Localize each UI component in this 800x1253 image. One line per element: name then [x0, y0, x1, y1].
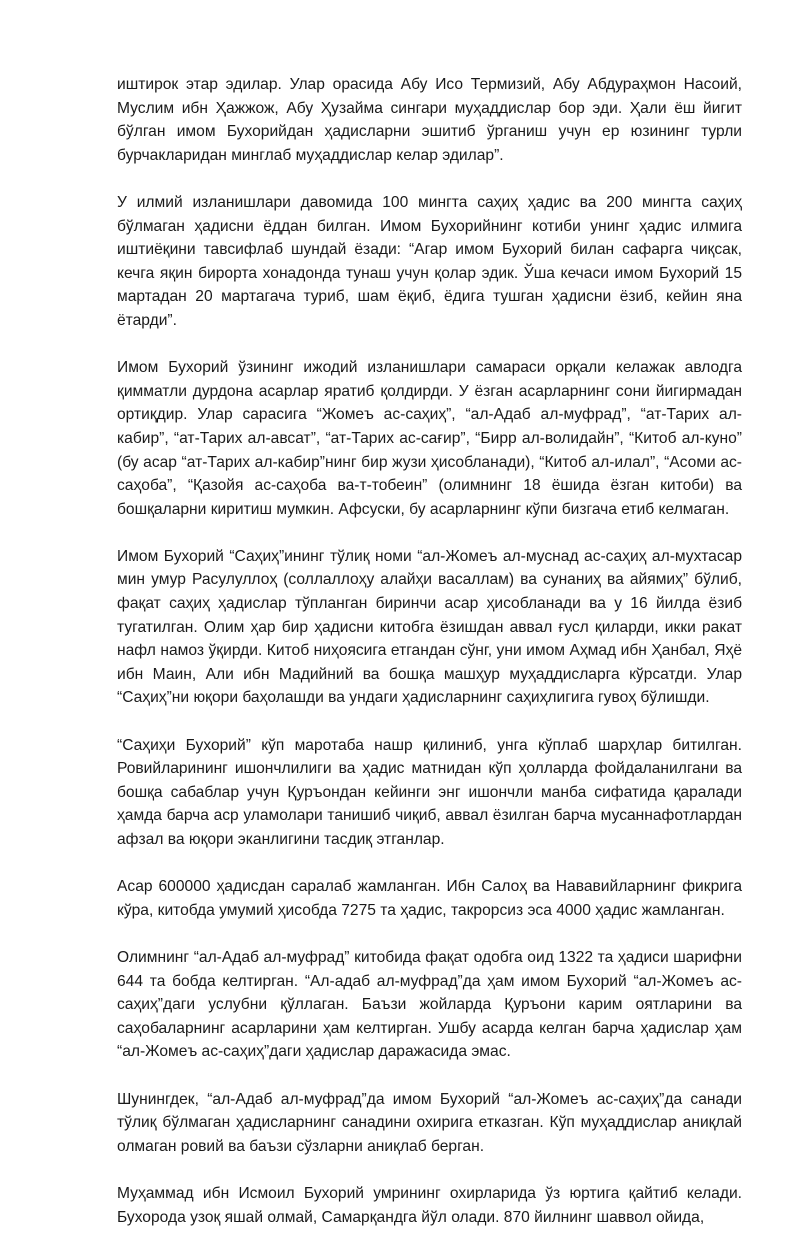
- paragraph-2: У илмий изланишлари давомида 100 мингта саҳиҳ ҳадис ва 200 мингта саҳиҳ бўлмаган ҳадисни ёддан билган. Имом Бухорийнинг котиби унинг ҳадис илмига иштиёқини тавсифлаб шундай ёзади: “Агар имом Бухорий билан сафарга чиқсак, кечга яқин бирорта хонадонда тунаш учун қолар эдик. Ўша кечаси имом Бухорий 15 мартадан 20 мартагача туриб, шам ёқиб, ёдига тушган ҳадисни ёзиб, кейин яна ётарди”.: [117, 193, 742, 329]
- paragraph-9: Муҳаммад ибн Исмоил Бухорий умрининг охирларида ўз юртига қайтиб келади. Бухорода узоқ яшай олмай, Самарқандга йўл олади. 870 йилнинг шаввол ойида,: [117, 1184, 742, 1226]
- paragraph-5: “Саҳиҳи Бухорий” кўп маротаба нашр қилиниб, унга кўплаб шарҳлар битилган. Ровийларининг ишончлилиги ва ҳадис матнидан кўп ҳолларда фойдаланилгани ва бошқа сабаблар учун Қуръондан кейинги энг ишончли манба сифатида қаралади ҳамда барча аср уламолари танишиб чиқиб, аввал ёзилган барча мусаннафотлардан афзал ва юқори эканлигини тасдиқ этганлар.: [117, 736, 742, 848]
- paragraph-1: иштирок этар эдилар. Улар орасида Абу Исо Термизий, Абу Абдураҳмон Насоий, Муслим ибн Ҳажжож, Абу Ҳузайма сингари муҳаддислар бор эди. Ҳали ёш йигит бўлган имом Бухорийдан ҳадисларни эшитиб ўрганиш учун ер юзининг турли бурчакларидан минглаб муҳаддислар келар эдилар”.: [117, 76, 742, 164]
- document-page: [117, 73, 742, 1253]
- paragraph-8: Шунингдек, “ал-Адаб ал-муфрад”да имом Бухорий “ал-Жомеъ ас-саҳиҳ”да санади тўлиқ бўлмаган ҳадисларнинг санадини охирига етказган. Кўп муҳаддислар аниқлай олмаган ровий ва баъзи сўзларни аниқлаб берган.: [117, 1090, 742, 1155]
- paragraph-4: Имом Бухорий “Саҳиҳ”ининг тўлиқ номи “ал-Жомеъ ал-муснад ас-саҳиҳ ал-мухтасар мин умур Расулуллоҳ (соллаллоҳу алайҳи васаллам) ва сунаниҳ ва айямиҳ” бўлиб, фақат саҳиҳ ҳадислар тўпланган биринчи асар ҳисобланади ва у 16 йилда ёзиб тугатилган. Олим ҳар бир ҳадисни китобга ёзишдан аввал ғусл қиларди, икки ракат нафл намоз ўқирди. Китоб ниҳоясига етгандан сўнг, уни имом Аҳмад ибн Ҳанбал, Яҳё ибн Маин, Али ибн Мадийний ва бошқа машҳур муҳаддисларга кўрсатди. Улар “Саҳиҳ”ни юқори баҳолашди ва ундаги ҳадисларнинг саҳиҳлигига гувоҳ бўлишди.: [117, 547, 742, 707]
- paragraph-6: Асар 600000 ҳадисдан саралаб жамланган. Ибн Салоҳ ва Нававийларнинг фикрига кўра, китобда умумий ҳисобда 7275 та ҳадис, такрорсиз эса 4000 ҳадис жамланган.: [117, 878, 742, 919]
- paragraph-3: Имом Бухорий ўзининг ижодий изланишлари самараси орқали келажак авлодга қимматли дурдона асарлар яратиб қолдирди. У ёзган асарларнинг сони йигирмадан ортиқдир. Улар сарасига “Жомеъ ас-саҳиҳ”, “ал-Адаб ал-муфрад”, “ат-Тарих ал-кабир”, “ат-Тарих ал-авсат”, “ат-Тарих ас-сағир”, “Бирр ал-волидайн”, “Китоб ал-куно” (бу асар “ат-Тарих ал-кабир”нинг бир жузи ҳисобланади), “Китоб ал-илал”, “Асоми ас-саҳоба”, “Қазойя ас-саҳоба ва-т-тобеин” (олимнинг 18 ёшида ёзган китоби) ва бошқаларни киритиш мумкин. Афсуски, бу асарларнинг кўпи бизгача етиб келмаган.: [117, 359, 742, 518]
- paragraph-7: Олимнинг “ал-Адаб ал-муфрад” китобида фақат одобга оид 1322 та ҳадиси шарифни 644 та бобда келтирган. “Ал-адаб ал-муфрад”да ҳам имом Бухорий “ал-Жомеъ ас-саҳиҳ”даги услубни қўллаган. Баъзи жойларда Қуръони карим оятларини ва саҳобаларнинг асарларини ҳам келтирган. Ушбу асарда келган барча ҳадислар ҳам “ал-Жомеъ ас-саҳиҳ”даги ҳадислар даражасида эмас.: [117, 948, 742, 1061]
